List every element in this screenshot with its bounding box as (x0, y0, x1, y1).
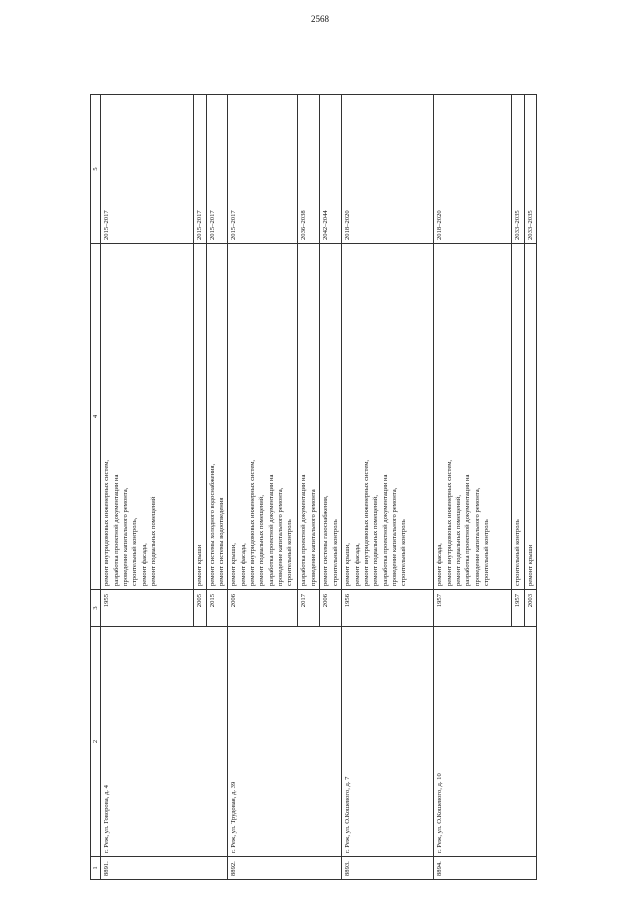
column-number: 2 (91, 627, 101, 857)
works-cell (206, 244, 228, 590)
year-cell: 2017 (298, 590, 320, 627)
work-item: строительный контроль (483, 519, 491, 586)
table-body (101, 95, 537, 880)
work-item: ремонт подвальных помещений, (258, 495, 266, 586)
table-row (434, 95, 512, 880)
work-item: разработка проектной документации на (300, 474, 308, 586)
year-cell: 2003 (524, 590, 536, 627)
column-number: 4 (91, 244, 101, 590)
work-item: строительный контроль (331, 519, 339, 586)
work-item: разработка проектной документации на (112, 474, 120, 586)
period-cell: 2033–2035 (524, 95, 536, 244)
period-cell: 2042–2044 (320, 95, 342, 244)
work-item: проведение капитального ремонта, (391, 487, 399, 586)
row-number: 8891. (101, 857, 228, 880)
period-cell: 2018–2020 (342, 95, 434, 244)
year-cell: 2015 (206, 590, 228, 627)
period-cell: 2015–2017 (194, 95, 206, 244)
work-item: ремонт подвальных помещений, (455, 495, 463, 586)
work-item: проведение капитального ремонта (309, 489, 317, 586)
work-item: ремонт крыши (196, 544, 204, 586)
capital-repair-table (90, 94, 537, 880)
row-number: 8893. (342, 857, 434, 880)
period-cell: 2015–2017 (228, 95, 298, 244)
work-item: ремонт внутридомовых инженерных систем, (363, 459, 371, 586)
work-item: ремонт фасада, (436, 543, 444, 586)
address-cell: г. Реж, ул. О.Кошевого, д. 10 (434, 627, 537, 857)
column-number-row (91, 95, 101, 880)
works-cell (320, 244, 342, 590)
table-row (101, 95, 194, 880)
work-item: ремонт внутридомовых инженерных систем, (249, 459, 257, 586)
work-item: ремонт фасада, (140, 543, 148, 586)
works-cell (512, 244, 524, 590)
work-item: разработка проектной документации на (464, 474, 472, 586)
year-cell: 1957 (512, 590, 524, 627)
column-number: 3 (91, 590, 101, 627)
works-cell (194, 244, 206, 590)
table-row (342, 95, 434, 880)
works-cell (298, 244, 320, 590)
work-item: ремонт системы газоснабжения, (322, 495, 330, 586)
work-item: ремонт крыши, (344, 543, 352, 586)
year-cell: 2006 (320, 590, 342, 627)
address-cell: г. Реж, ул. Говорова, д. 4 (101, 627, 228, 857)
table-row (228, 95, 298, 880)
work-item: строительный контроль (400, 519, 408, 586)
work-item: строительный контроль (286, 519, 294, 586)
work-item: ремонт системы водоотведения (217, 497, 225, 586)
work-item: ремонт крыши, (230, 543, 238, 586)
work-item: ремонт внутридомовых инженерных систем, (103, 459, 111, 586)
work-item: разработка проектной документации на (381, 474, 389, 586)
rotated-table-container (90, 95, 547, 880)
period-cell: 2015–2017 (206, 95, 228, 244)
work-item: проведение капитального ремонта, (277, 487, 285, 586)
works-cell (342, 244, 434, 590)
period-cell: 2018–2020 (434, 95, 512, 244)
year-cell: 1957 (434, 590, 512, 627)
period-cell: 2033–2035 (512, 95, 524, 244)
year-cell: 2006 (228, 590, 298, 627)
address-cell: г. Реж, ул. О.Кошевого, д. 7 (342, 627, 434, 857)
works-cell (228, 244, 298, 590)
year-cell: 2005 (194, 590, 206, 627)
work-item: ремонт внутридомовых инженерных систем, (445, 459, 453, 586)
works-cell (524, 244, 536, 590)
work-item: ремонт подвальных помещений (150, 496, 158, 586)
period-cell: 2036–2038 (298, 95, 320, 244)
work-item: проведение капитального ремонта, (121, 487, 129, 586)
work-item: ремонт фасада, (353, 543, 361, 586)
page-number: 2568 (311, 14, 329, 24)
work-item: ремонт подвальных помещений, (372, 495, 380, 586)
address-cell: г. Реж, ул. Трудовая, д. 39 (228, 627, 342, 857)
work-item: ремонт фасада, (239, 543, 247, 586)
row-number: 8892. (228, 857, 342, 880)
work-item: разработка проектной документации на (267, 474, 275, 586)
work-item: проведение капитального ремонта, (473, 487, 481, 586)
work-item: строительный контроль (514, 519, 522, 586)
work-item: ремонт крыши (526, 544, 534, 586)
period-cell: 2015–2017 (101, 95, 194, 244)
year-cell: 1955 (101, 590, 194, 627)
work-item: ремонт системы холодного водоснабжения, (208, 463, 216, 586)
column-number: 1 (91, 857, 101, 880)
works-cell (434, 244, 512, 590)
works-cell (101, 244, 194, 590)
row-number: 8894. (434, 857, 537, 880)
year-cell: 1956 (342, 590, 434, 627)
work-item: строительный контроль, (131, 517, 139, 586)
column-number: 5 (91, 95, 101, 244)
